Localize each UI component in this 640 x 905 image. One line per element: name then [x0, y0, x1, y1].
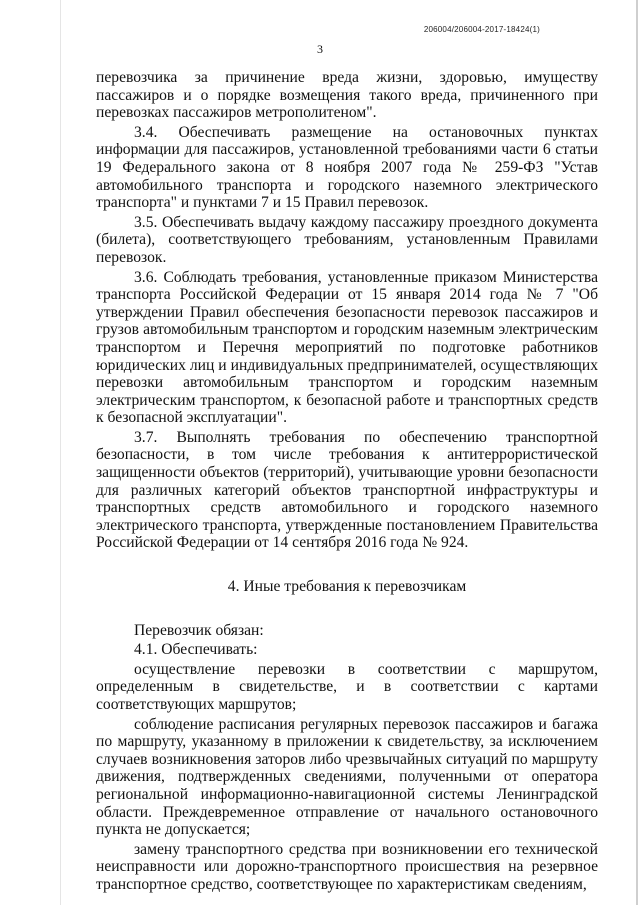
paragraph-3-4: 3.4. Обеспечивать размещение на остановочных пунктах информации для пассажиров, установленной требованиями части 6 статьи 19 Федерального закона от 8 ноября 2007 года № 259-ФЗ "Устав автомобильного транспорта и городского наземного электрического транспорта" и пунктами 7 и 15 Правил перевозок.: [96, 123, 598, 212]
paragraph-route-compliance: осуществление перевозки в соответствии с маршрутом, определенным в свидетельстве, и в соответствии с картами соответствующих маршрутов;: [96, 660, 598, 713]
paragraph-4-1: 4.1. Обеспечивать:: [134, 641, 258, 659]
scan-edge: [636, 0, 638, 905]
page-number: 3: [317, 42, 323, 56]
section-heading: 4. Иные требования к перевозчикам: [227, 578, 467, 596]
paragraph-3-7: 3.7. Выполнять требования по обеспечению транспортной безопасности, в том числе требования к антитеррористической защищенности объектов (территорий), учитывающие уровни безопасности для различных категорий объектов транспортной инфраструктуры и транспортных средств автомобильного и городского наземного электрического транспорта, утвержденные постановлением Правительства Российской Федерации от 14 сентября 2016 года № 924.: [96, 428, 598, 552]
paragraph-schedule-compliance: соблюдение расписания регулярных перевозок пассажиров и багажа по маршруту, указанному в приложении к свидетельству, за исключением случаев возникновения заторов либо чрезвычайных ситуаций по маршруту движения, подтвержденных сведениями, полученными от оператора региональной информационно-навигационной системы Ленинградской области. Преждевременное отправление от начального остановочного пункта не допускается;: [96, 715, 598, 839]
document-body: [96, 69, 598, 896]
document-id-stamp: 206004/206004-2017-18424(1): [423, 25, 540, 34]
paragraph-obligations-intro: Перевозчик обязан:: [134, 621, 264, 639]
paragraph-3-6: 3.6. Соблюдать требования, установленные приказом Министерства транспорта Российской Федерации от 15 января 2014 года № 7 "Об утверждении Правил обеспечения безопасности перевозок пассажиров и грузов автомобильным транспортом и городским наземным электрическим транспортом и Перечня мероприятий по подготовке работников юридических лиц и индивидуальных предпринимателей, осуществляющих перевозки автомобильным транспортом и городским наземным электрическим транспортом, к безопасной работе и транспортных средств к безопасной эксплуатации".: [96, 268, 598, 427]
paragraph-continuation: перевозчика за причинение вреда жизни, здоровью, имуществу пассажиров и о порядке возмещения такого вреда, причиненного при перевозках пассажиров метрополитеном".: [96, 69, 598, 122]
paragraph-vehicle-replacement: замену транспортного средства при возникновении его технической неисправности или дорожно-транспортного происшествия на резервное транспортное средство, соответствующее по характеристикам сведениям,: [96, 840, 598, 893]
scan-margin-line: [60, 0, 61, 905]
paragraph-3-5: 3.5. Обеспечивать выдачу каждому пассажиру проездного документа (билета), соответствующего требованиям, установленным Правилами перевозок.: [96, 213, 598, 266]
